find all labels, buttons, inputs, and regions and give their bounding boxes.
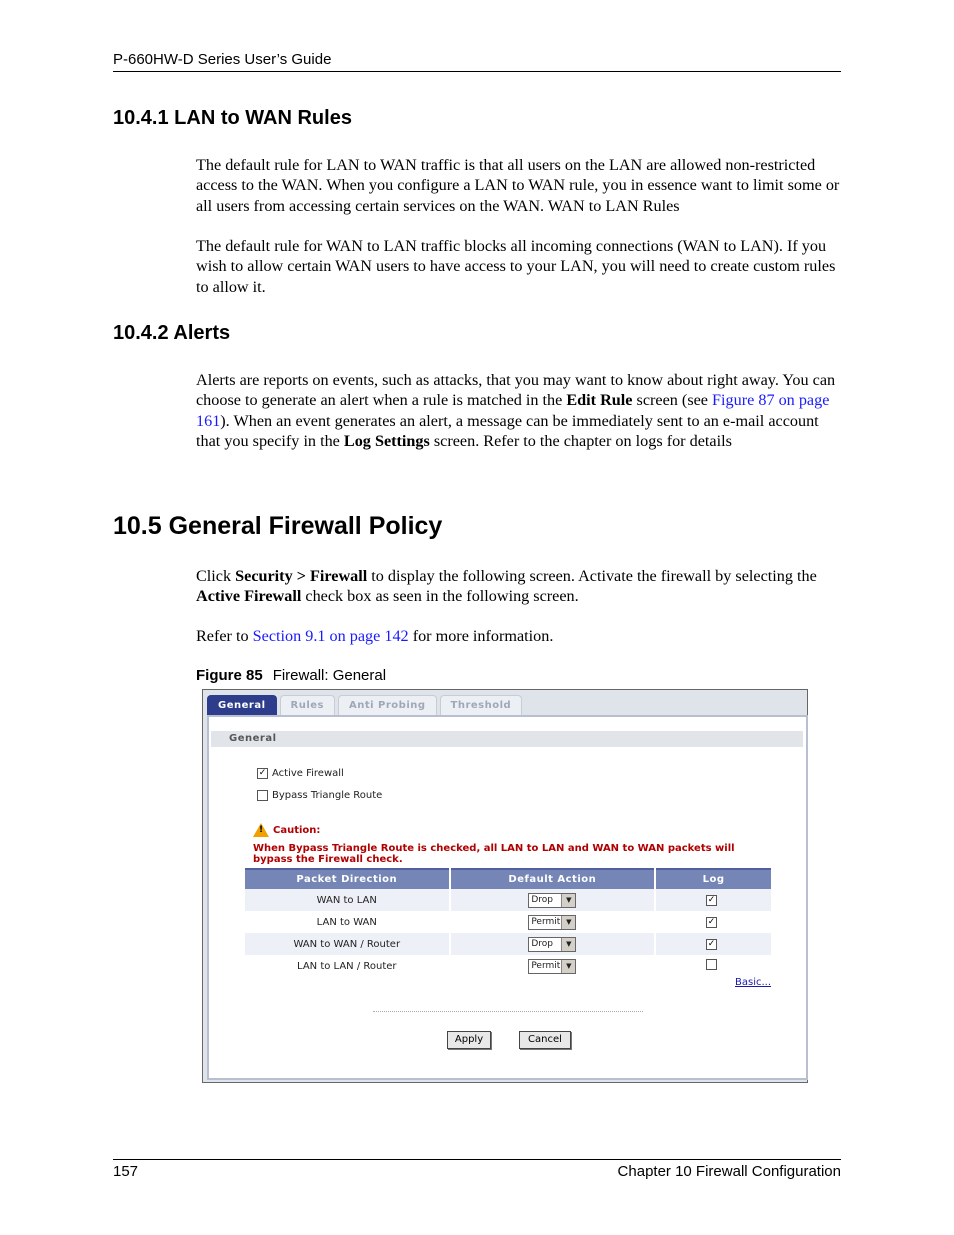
tab-threshold[interactable]: Threshold	[440, 695, 523, 715]
heading-alerts: 10.4.2 Alerts	[113, 322, 231, 344]
default-action-select[interactable]: Drop ▼	[528, 937, 576, 952]
packet-direction: WAN to LAN	[245, 889, 449, 911]
column-header-log: Log	[656, 868, 771, 889]
chapter-title: Chapter 10 Firewall Configuration	[617, 1163, 841, 1180]
dropdown-arrow-icon: ▼	[561, 894, 575, 907]
paragraph-alerts: Alerts are reports on events, such as attacks, that you may want to know about right away. You can choose to generate an alert when a rule is matched in the Edit Rule screen (see Figure 87 on page 161). When an event generates an alert, a message can be immediately sent to an e-mail account that you specify in the Log Settings screen. Refer to the chapter on logs for details	[196, 371, 836, 450]
column-header-default-action: Default Action	[451, 868, 655, 889]
dropdown-arrow-icon: ▼	[561, 938, 575, 951]
paragraph-wan-to-lan: The default rule for WAN to LAN traffic blocks all incoming connections (WAN to LAN). If you wish to allow certain WAN users to have access to your LAN, you will need to create custom rules to allow it.	[196, 237, 836, 296]
default-policy-table	[243, 868, 773, 977]
running-footer	[113, 1159, 841, 1180]
cancel-button[interactable]: Cancel	[519, 1031, 571, 1049]
tab-anti-probing[interactable]: Anti Probing	[338, 695, 437, 715]
packet-direction: WAN to WAN / Router	[245, 933, 449, 955]
packet-direction: LAN to WAN	[316, 916, 377, 928]
link-figure-87[interactable]: Figure 87 on page 161	[196, 391, 830, 430]
heading-lan-to-wan-rules: 10.4.1 LAN to WAN Rules	[113, 107, 352, 129]
log-checkbox[interactable]: ✓	[707, 939, 716, 949]
running-header: P-660HW-D Series User’s Guide	[113, 51, 841, 72]
packet-direction: LAN to LAN / Router	[297, 960, 397, 972]
bypass-triangle-route-label: Bypass Triangle Route	[272, 790, 383, 801]
tab-bar	[207, 695, 525, 715]
page-number: 157	[113, 1163, 139, 1180]
firewall-general-screenshot	[202, 689, 808, 1083]
log-checkbox[interactable]	[706, 959, 717, 970]
bypass-triangle-route-row	[257, 790, 382, 801]
dropdown-arrow-icon: ▼	[561, 960, 575, 973]
caution-title: Caution:	[273, 824, 321, 836]
table-row	[245, 955, 771, 977]
active-firewall-checkbox[interactable]: ✓	[258, 768, 267, 778]
divider	[373, 1011, 643, 1012]
link-section-9-1[interactable]: Section 9.1 on page 142	[252, 627, 409, 645]
table-row	[245, 889, 771, 911]
caution-message: When Bypass Triangle Route is checked, all LAN to LAN and WAN to WAN packets will bypass the Firewall check.	[253, 843, 735, 865]
warning-icon: !	[253, 823, 269, 837]
general-panel	[207, 715, 808, 1080]
active-firewall-row	[257, 768, 344, 779]
apply-button[interactable]: Apply	[447, 1031, 491, 1049]
log-checkbox[interactable]: ✓	[707, 895, 716, 905]
table-row	[245, 933, 771, 955]
default-action-select[interactable]: Permit ▼	[528, 915, 576, 930]
default-action-select[interactable]: Permit ▼	[528, 959, 576, 974]
paragraph-refer-to: Refer to Section 9.1 on page 142 for more information.	[196, 627, 554, 645]
column-header-packet-direction: Packet Direction	[245, 868, 449, 889]
active-firewall-label: Active Firewall	[272, 768, 344, 779]
basic-link[interactable]: Basic...	[735, 977, 772, 988]
paragraph-lan-to-wan: The default rule for LAN to WAN traffic is that all users on the LAN are allowed non-restricted access to the WAN. When you configure a LAN to WAN rule, you in essence want to limit some or all users from accessing certain services on the WAN. WAN to LAN Rules	[196, 156, 840, 215]
paragraph-click-security: Click Security > Firewall to display the following screen. Activate the firewall by selecting the Active Firewall check box as seen in the following screen.	[196, 567, 817, 606]
table-row	[245, 911, 771, 933]
tab-general[interactable]: General	[207, 695, 277, 715]
dropdown-arrow-icon: ▼	[561, 916, 575, 929]
caution-block	[253, 823, 773, 865]
bypass-triangle-route-checkbox[interactable]	[257, 790, 268, 801]
default-action-select[interactable]: Drop ▼	[528, 893, 576, 908]
tab-rules[interactable]: Rules	[280, 695, 335, 715]
log-checkbox[interactable]: ✓	[707, 917, 716, 927]
heading-general-firewall-policy: 10.5 General Firewall Policy	[113, 512, 443, 540]
section-title: General	[211, 731, 803, 747]
figure-caption: Figure 85 Firewall: General	[196, 667, 387, 684]
